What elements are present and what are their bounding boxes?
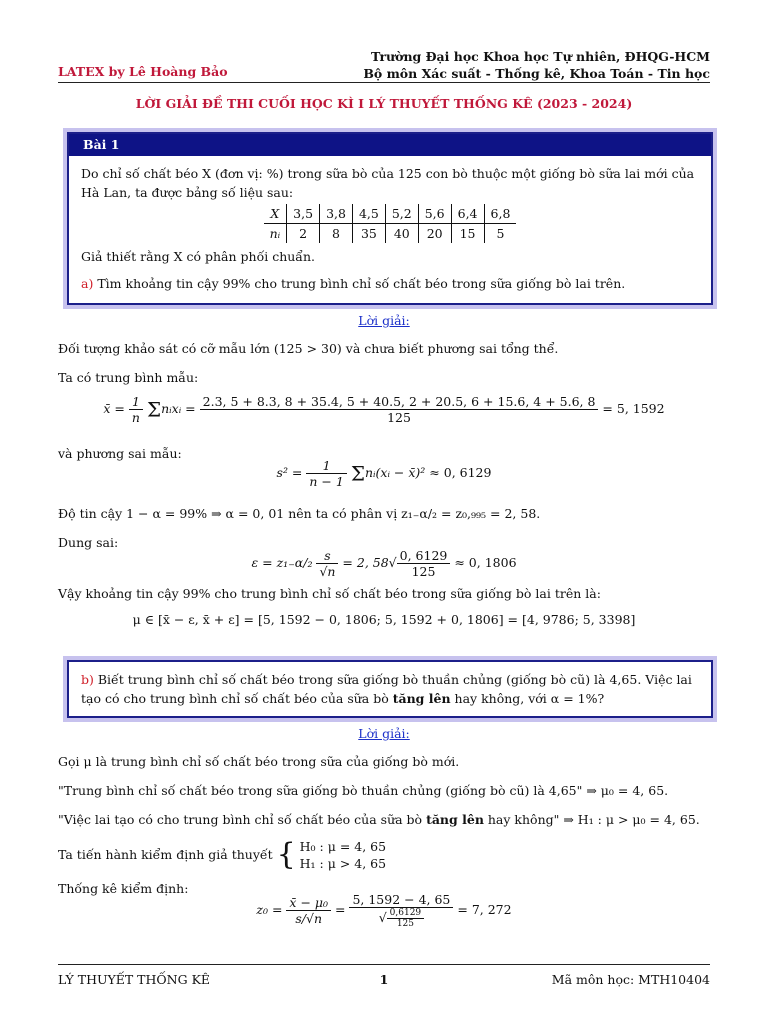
table-cell: 3,5 <box>287 204 320 224</box>
table-cell: 8 <box>320 224 353 244</box>
problem-heading: Bài 1 <box>69 134 711 156</box>
solution-a-label: Lời giải: <box>358 313 410 328</box>
solution-a-p4: Độ tin cậy 1 − α = 99% ⇒ α = 0, 01 nên ta có phân vị z₁₋α/₂ = z₀,₉₉₅ = 2, 58. <box>58 506 541 521</box>
part-a-text: Tìm khoảng tin cậy 99% cho trung bình chỉ số chất béo trong sữa giống bò lai trên. <box>97 276 626 291</box>
solution-a-p6: Vậy khoảng tin cậy 99% cho trung bình chỉ số chất béo trong sữa giống bò lai trên là: <box>58 586 601 601</box>
solution-b-p1: Gọi μ là trung bình chỉ số chất béo trong sữa của giống bò mới. <box>58 754 460 769</box>
solution-a-p2: Ta có trung bình mẫu: <box>58 370 199 385</box>
part-a-label: a) <box>81 276 94 291</box>
part-b-label: b) <box>81 672 94 687</box>
table-cell: 15 <box>451 224 484 244</box>
z-numerator: 5, 1592 − 4, 65 <box>349 892 453 908</box>
assumption-text: Giả thiết rằng X có phân phối chuẩn. <box>81 249 315 264</box>
table-cell: 6,8 <box>484 204 516 224</box>
solution-b-p5: Thống kê kiểm định: <box>58 881 189 896</box>
variance-equation: s² = $\frac{1}{n - 1}$ Σnᵢ(xᵢ − x̄)² ≈ 0, 6129 <box>276 458 492 489</box>
page-number: 1 <box>379 972 389 987</box>
table-row-x <box>264 204 517 224</box>
tolerance-equation: ε = z₁₋α/₂ $\frac{s}{√n}$ = 2, 58√ $\frac{0, 6129}{125}$ ≈ 0, 1806 <box>251 548 517 579</box>
table-cell: 40 <box>385 224 418 244</box>
part-b-text-2: hay không, với α = 1%? <box>450 691 605 706</box>
header-department: Bộ môn Xác suất - Thống kê, Khoa Toán - Tin học <box>363 66 710 81</box>
solution-b-p3a: "Việc lai tạo có cho trung bình chỉ số chất béo của sữa bò <box>58 812 427 827</box>
solution-b-p2: "Trung bình chỉ số chất béo trong sữa giống bò thuần chủng (giống bò cũ) là 4,65" ⇒ μ₀ = 4, 65. <box>58 783 669 798</box>
footer-course-code: Mã môn học: MTH10404 <box>551 972 710 987</box>
table-cell: 4,5 <box>352 204 385 224</box>
header-institution <box>363 48 710 82</box>
mean-denominator: 125 <box>387 410 411 425</box>
table-label-n: nᵢ <box>269 226 281 241</box>
solution-a-p5: Dung sai: <box>58 535 119 550</box>
table-label-x: X <box>264 204 287 224</box>
solution-b-p3c: hay không" ⇒ H₁ : μ > μ₀ = 4, 65. <box>483 812 700 827</box>
hypothesis-block <box>58 838 710 872</box>
header-rule <box>58 82 710 83</box>
table-row-n <box>264 224 517 244</box>
mean-result: = 5, 1592 <box>602 401 665 416</box>
variance-result: ≈ 0, 6129 <box>429 465 492 480</box>
hypothesis-h0: H₀ : μ = 4, 65 <box>299 839 387 854</box>
solution-b-p3-bold: tăng lên <box>426 812 484 827</box>
part-b-box <box>63 656 717 722</box>
table-cell: 2 <box>287 224 320 244</box>
table-cell: 35 <box>352 224 385 244</box>
table-cell: 3,8 <box>320 204 353 224</box>
data-table <box>264 204 517 243</box>
footer-rule <box>58 964 710 965</box>
table-cell: 5,6 <box>418 204 451 224</box>
confidence-interval: μ ∈ [x̄ − ε, x̄ + ε] = [5, 1592 − 0, 1806; 5, 1592 + 0, 1806] = [4, 9786; 5, 3398] <box>132 612 636 627</box>
table-cell: 5,2 <box>385 204 418 224</box>
table-cell: 5 <box>484 224 516 244</box>
header-university: Trường Đại học Khoa học Tự nhiên, ĐHQG-HCM <box>371 49 710 64</box>
problem-statement: Do chỉ số chất béo X (đơn vị: %) trong sữa bò của 125 con bò thuộc một giống bò sữa lai mới của Hà Lan, ta được bảng số liệu sau: <box>81 166 695 200</box>
document-title: LỜI GIẢI ĐỀ THI CUỐI HỌC KÌ I LÝ THUYẾT THỐNG KÊ (2023 - 2024) <box>135 96 633 111</box>
hypothesis-h1: H₁ : μ > 4, 65 <box>299 856 387 871</box>
header-author: LATEX by Lê Hoàng Bảo <box>58 64 228 79</box>
solution-b-p4: Ta tiến hành kiểm định giả thuyết <box>58 847 273 862</box>
test-statistic-equation: z₀ = $\frac{\text{x̄ − μ₀}}{s/√n}$ = 5, 1592 − 4, 65 √ $\frac{0,6129}{125}$ = 7, 272 <box>256 892 512 929</box>
solution-a-p1: Đối tượng khảo sát có cỡ mẫu lớn (125 > 30) và chưa biết phương sai tổng thể. <box>58 341 559 356</box>
mean-equation: x̄ = $\frac{1}{n}$ Σnᵢxᵢ = 2.3, 5 + 8.3, 8 + 35.4, 5 + 40.5, 2 + 20.5, 6 + 15.6, 4 + 5.6, 8 125 = 5, 1592 <box>103 394 665 425</box>
solution-a-p3: và phương sai mẫu: <box>58 446 182 461</box>
table-cell: 6,4 <box>451 204 484 224</box>
part-b-bold: tăng lên <box>392 691 451 706</box>
footer-course: LÝ THUYẾT THỐNG KÊ <box>58 972 211 987</box>
part-a <box>81 274 699 293</box>
table-cell: 20 <box>418 224 451 244</box>
solution-b-label: Lời giải: <box>358 726 410 741</box>
problem-box <box>63 128 717 309</box>
z-result: = 7, 272 <box>457 902 512 917</box>
brace: { <box>276 837 296 872</box>
part-b-text-1: Biết trung bình chỉ số chất béo trong sữa giống bò thuần chủng (giống bò cũ) là 4,65. Việc lai tạo có cho trung bình chỉ số chất béo của sữa bò <box>81 672 692 706</box>
mean-numerator: 2.3, 5 + 8.3, 8 + 35.4, 5 + 40.5, 2 + 20.5, 6 + 15.6, 4 + 5.6, 8 <box>200 394 599 410</box>
tolerance-result: ≈ 0, 1806 <box>454 555 517 570</box>
solution-b-p3 <box>58 811 710 829</box>
